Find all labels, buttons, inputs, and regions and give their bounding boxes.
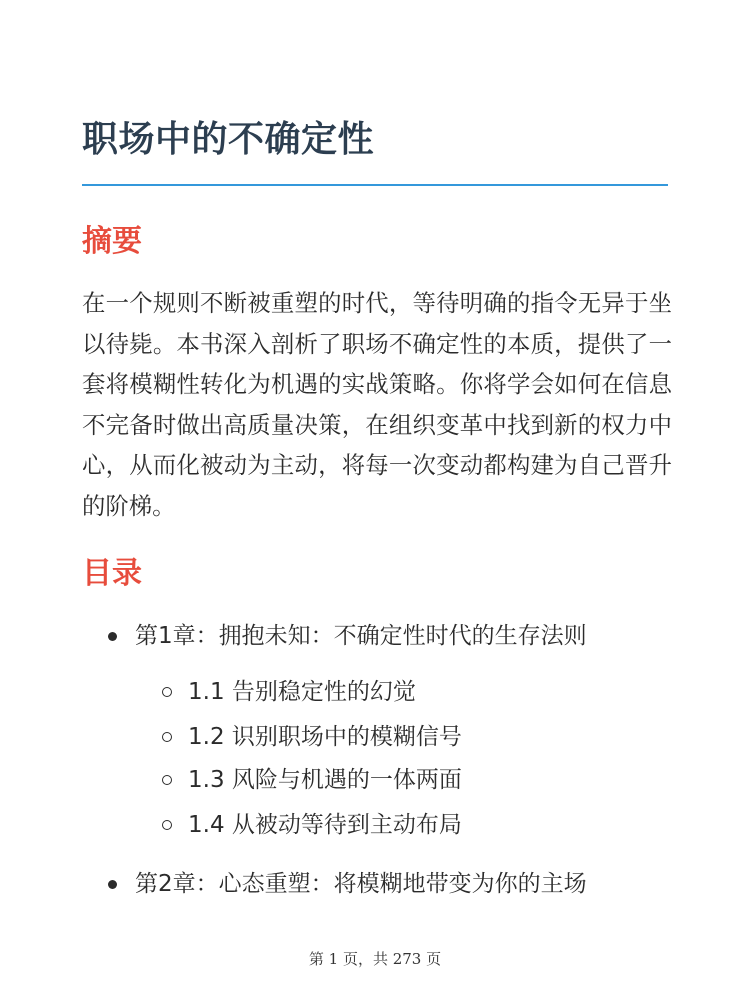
bullet-circle-icon: [162, 775, 172, 785]
toc-chapter-label: 第1章：拥抱未知：不确定性时代的生存法则: [135, 623, 587, 649]
abstract-heading: 摘要: [82, 224, 142, 259]
toc-section-label: 1.1 告别稳定性的幻觉: [188, 679, 416, 705]
document-title: 职场中的不确定性: [82, 119, 375, 160]
abstract-paragraph: 在一个规则不断被重塑的时代，等待明确的指令无异于坐以待毙。本书深入剖析了职场不确定性的本质，提供了一套将模糊性转化为机遇的实战策略。你将学会如何在信息不完备时做出高质量决策，在组织变革中找到新的权力中心，从而化被动为主动，将每一次变动都构建为自己晋升的阶梯。: [82, 289, 672, 520]
bullet-dot-icon: [108, 632, 117, 641]
page-number-footer: 第 1 页，共 273 页: [308, 950, 442, 968]
toc-section-label: 1.3 风险与机遇的一体两面: [188, 767, 462, 793]
bullet-circle-icon: [162, 687, 172, 697]
toc-section-label: 1.2 识别职场中的模糊信号: [188, 724, 462, 750]
toc-heading: 目录: [82, 556, 142, 591]
bullet-circle-icon: [162, 732, 172, 742]
title-divider: [82, 184, 668, 186]
bullet-circle-icon: [162, 820, 172, 830]
toc-section-label: 1.4 从被动等待到主动布局: [188, 812, 462, 838]
toc-chapter-label: 第2章：心态重塑：将模糊地带变为你的主场: [135, 871, 587, 897]
bullet-dot-icon: [108, 880, 117, 889]
